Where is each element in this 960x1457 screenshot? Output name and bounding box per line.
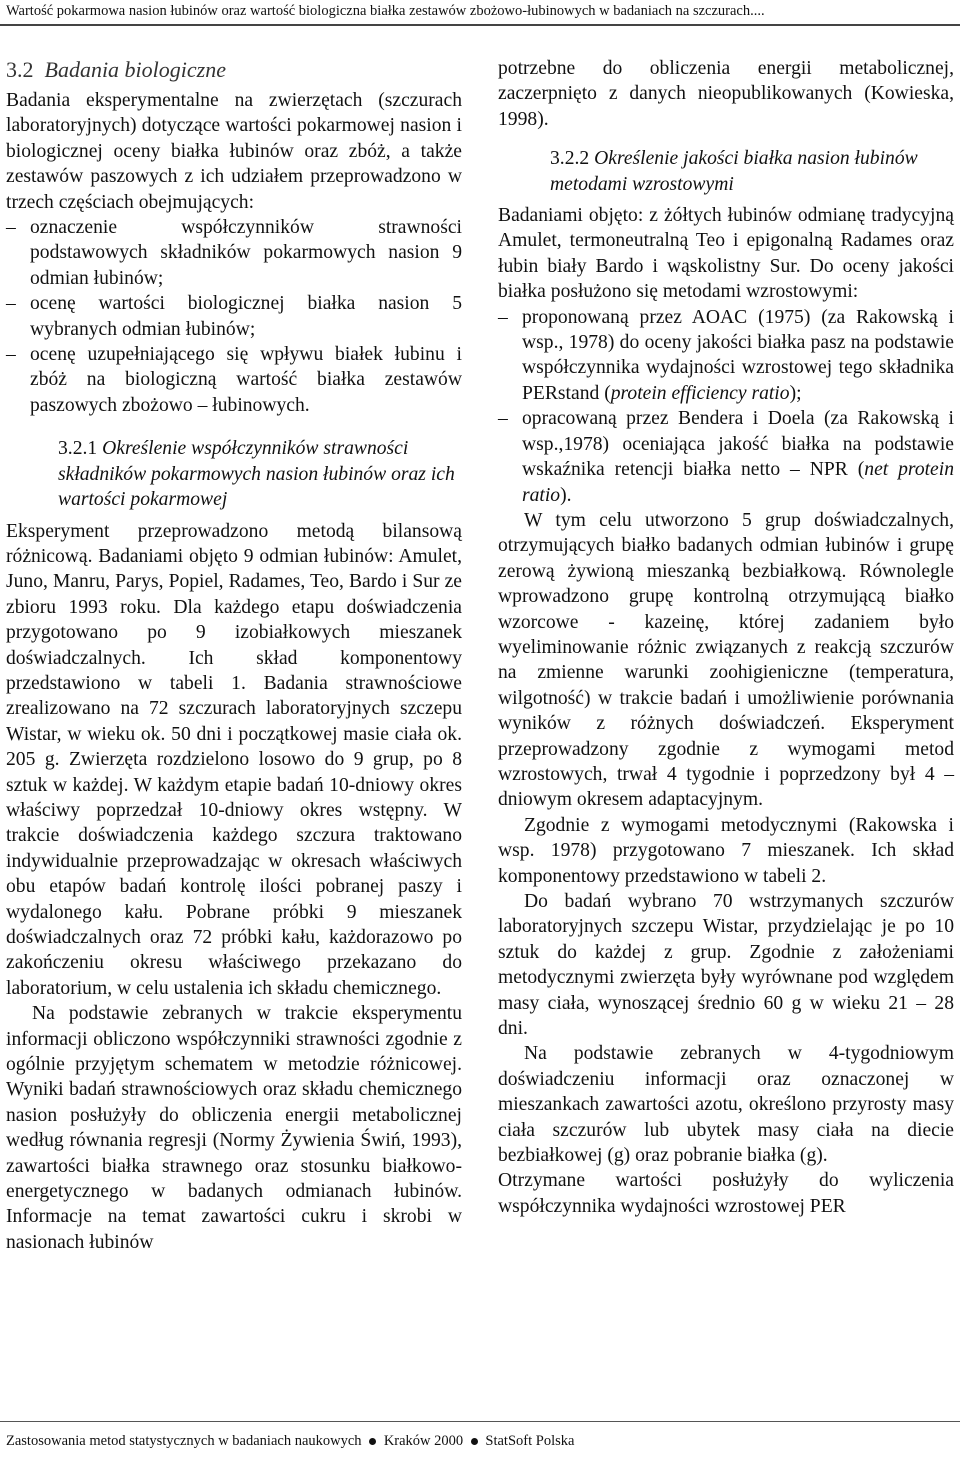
body-paragraph: potrzebne do obliczenia energii metabolicznej, zaczerpnięto z danych nieopublikowanych (Kowieska, 1998). [498, 58, 954, 130]
list-item: – oznaczenie współczynników strawności podstawowych składników pokarmowych nasion 9 odmian łubinów; [6, 215, 462, 291]
list-item-text: proponowaną przez AOAC (1975) (za Rakowską i wsp., 1978) do oceny jakości białka pasz na podstawie współczynnika wydajności wzrostowej tego składnika PERstand ( [522, 306, 954, 404]
running-header: Wartość pokarmowa nasion łubinów oraz wartość biologiczna białka zestawów zbożowo-łubinowych w badaniach na szczurach.... [6, 3, 765, 19]
body-paragraph: Eksperyment przeprowadzono metodą bilansową różnicową. Badaniami objęto 9 odmian łubinów: Amulet, Juno, Manru, Parys, Popiel, Radames, Teo, Bardo i Sur ze zbioru 1993 roku. Dla każdego etapu doświadczenia przygotowano po 9 izobiałkowych mieszanek doświadczalnych. Ich skład komponentowy przedstawiono w tabeli 1. Badania strawnościowe zrealizowano na 72 szczurach laboratoryjnych szczepu Wistar, w wieku ok. 50 dni i początkowej masie ciała ok. 205 g. Zwierzęta rozdzielono losowo do 9 grup, po 8 sztuk w każdej. W każdym etapie badań 10-dniowy okres właściwy poprzedzał 10-dniowy okres wstępny. W trakcie doświadczenia każdego szczura traktowano indywidualnie przeprowadzając w okresach właściwych obu etapów badań kontrolę ilości pobranej paszy i wydalonego kału. Pobrane próbki 9 mieszanek doświadczalnych oraz 72 próbki kału, każdorazowo po zakończeniu okresu właściwego przekazano do laboratorium, w celu ustalenia ich składu chemicznego. [6, 520, 462, 999]
list-item: – ocenę wartości biologicznej białka nasion 5 wybranych odmian łubinów; [6, 291, 462, 342]
list-item [498, 406, 954, 508]
list-item: – ocenę uzupełniającego się wpływu białek łubinu i zbóż na biologiczną wartość białka zestawów paszowych zbożowo – łubinowych. [6, 342, 462, 418]
methods-list [498, 305, 954, 508]
subsection-number: 3.2.2 [550, 148, 590, 170]
subsection-title: Określenie jakości białka nasion łubinów metodami wzrostowymi [550, 148, 918, 195]
body-paragraph: Do badań wybrano 70 wstrzymanych szczurów laboratoryjnych szczepu Wistar, przydzielając je po 10 sztuk do każdej z grup. Zgodnie z założeniami metodycznymi zwierzęta były wyrównane pod względem masy ciała, wynoszącej średnio 60 g w wieku 21 – 28 dni. [498, 891, 954, 1040]
section-title: Badania biologiczne [44, 57, 226, 82]
footer-conference: Zastosowania metod statystycznych w badaniach naukowych [6, 1433, 362, 1449]
subsection-number: 3.2.1 [58, 438, 98, 460]
list-item-text: opracowaną przez Bendera i Doela (za Rakowską i wsp.,1978) oceniająca jakość białka na podstawie wskaźnika retencji białka netto – NPR ( [522, 408, 954, 481]
footer-divider [0, 1421, 960, 1422]
list-item-term: protein efficiency ratio [610, 382, 790, 404]
list-item [498, 305, 954, 407]
section-heading [6, 56, 462, 84]
right-column [498, 56, 954, 1219]
bullet-icon [471, 1438, 478, 1445]
section-number: 3.2 [6, 57, 34, 82]
header-divider [0, 24, 960, 26]
body-paragraph: Zgodnie z wymogami metodycznymi (Rakowska i wsp. 1978) przygotowano 7 mieszanek. Ich skład komponentowy przedstawiono w tabeli 2. [498, 814, 954, 887]
intro-paragraph: Badania eksperymentalne na zwierzętach (szczurach laboratoryjnych) dotyczące wartości pokarmowej nasion i biologicznej oceny białka łubinów oraz zbóż, a także zestawów paszowych z ich udziałem przeprowadzono w trzech częściach obejmujących: [6, 90, 462, 213]
footer-publisher: StatSoft Polska [485, 1433, 575, 1449]
subsection-title: Określenie współczynników strawności składników pokarmowych nasion łubinów oraz ich wartości pokarmowej [58, 438, 455, 511]
body-paragraph: Na podstawie zebranych w trakcie eksperymentu informacji obliczono współczynniki strawności zgodnie z ogólnie przyjętym schematem w metodzie różnicowej. Wyniki badań strawnościowych oraz składu chemicznego nasion posłużyły do obliczenia energii metabolicznej według równania regresji (Normy Żywienia Świń, 1993), zawartości białka strawnego oraz stosunku białkowo-energetycznego w badanych odmianach łubinów. Informacje na temat zawartości cukru i skrobi w nasionach łubinów [6, 1003, 462, 1253]
body-paragraph: Otrzymane wartości posłużyły do wyliczenia współczynnika wydajności wzrostowej PER [498, 1170, 954, 1217]
left-column [6, 56, 462, 1255]
list-item-text: ). [560, 484, 572, 506]
body-paragraph: Badaniami objęto: z żółtych łubinów odmianę tradycyjną Amulet, termoneutralną Teo i epigonalną Radames oraz łubin biały Bardo i wąskolistny Sur. Do oceny jakości białka posłużono się metodami wzrostowymi: [498, 205, 954, 303]
body-paragraph: W tym celu utworzono 5 grup doświadczalnych, otrzymujących białko badanych odmian łubinów i grupę zerową żywioną mieszanką bezbiałkową. Równolegle wprowadzono grupę kontrolną otrzymującą białko wzorcowe - kazeinę, której zadaniem było wyeliminowanie różnic związanych z reakcją szczurów na zmienne warunki zoohigieniczne (temperatura, wilgotność) w trakcie badań i umożliwienie porównania wyników z różnych doświadczeń. Eksperyment przeprowadzony zgodnie z wymogami metod wzrostowych, trwał 4 tygodnie i poprzedzony był 4 – dniowym okresem adaptacyjnym. [498, 509, 954, 811]
body-paragraph: Na podstawie zebranych w 4-tygodniowym doświadczeniu informacji oraz oznaczonej w mieszankach zawartości azotu, określono przyrosty masy ciała szczurów lub ubytek masy ciała na diecie bezbiałkowej (g) oraz pobranie białka (g). [498, 1043, 954, 1167]
bullet-icon [369, 1438, 376, 1445]
subsection-heading [550, 146, 954, 197]
list-item-text: ); [789, 382, 802, 404]
footer-place: Kraków 2000 [383, 1433, 464, 1449]
subsection-heading [58, 436, 462, 512]
running-footer [6, 1431, 956, 1451]
scope-list [6, 215, 462, 418]
list-item-term: net protein ratio [522, 459, 954, 506]
